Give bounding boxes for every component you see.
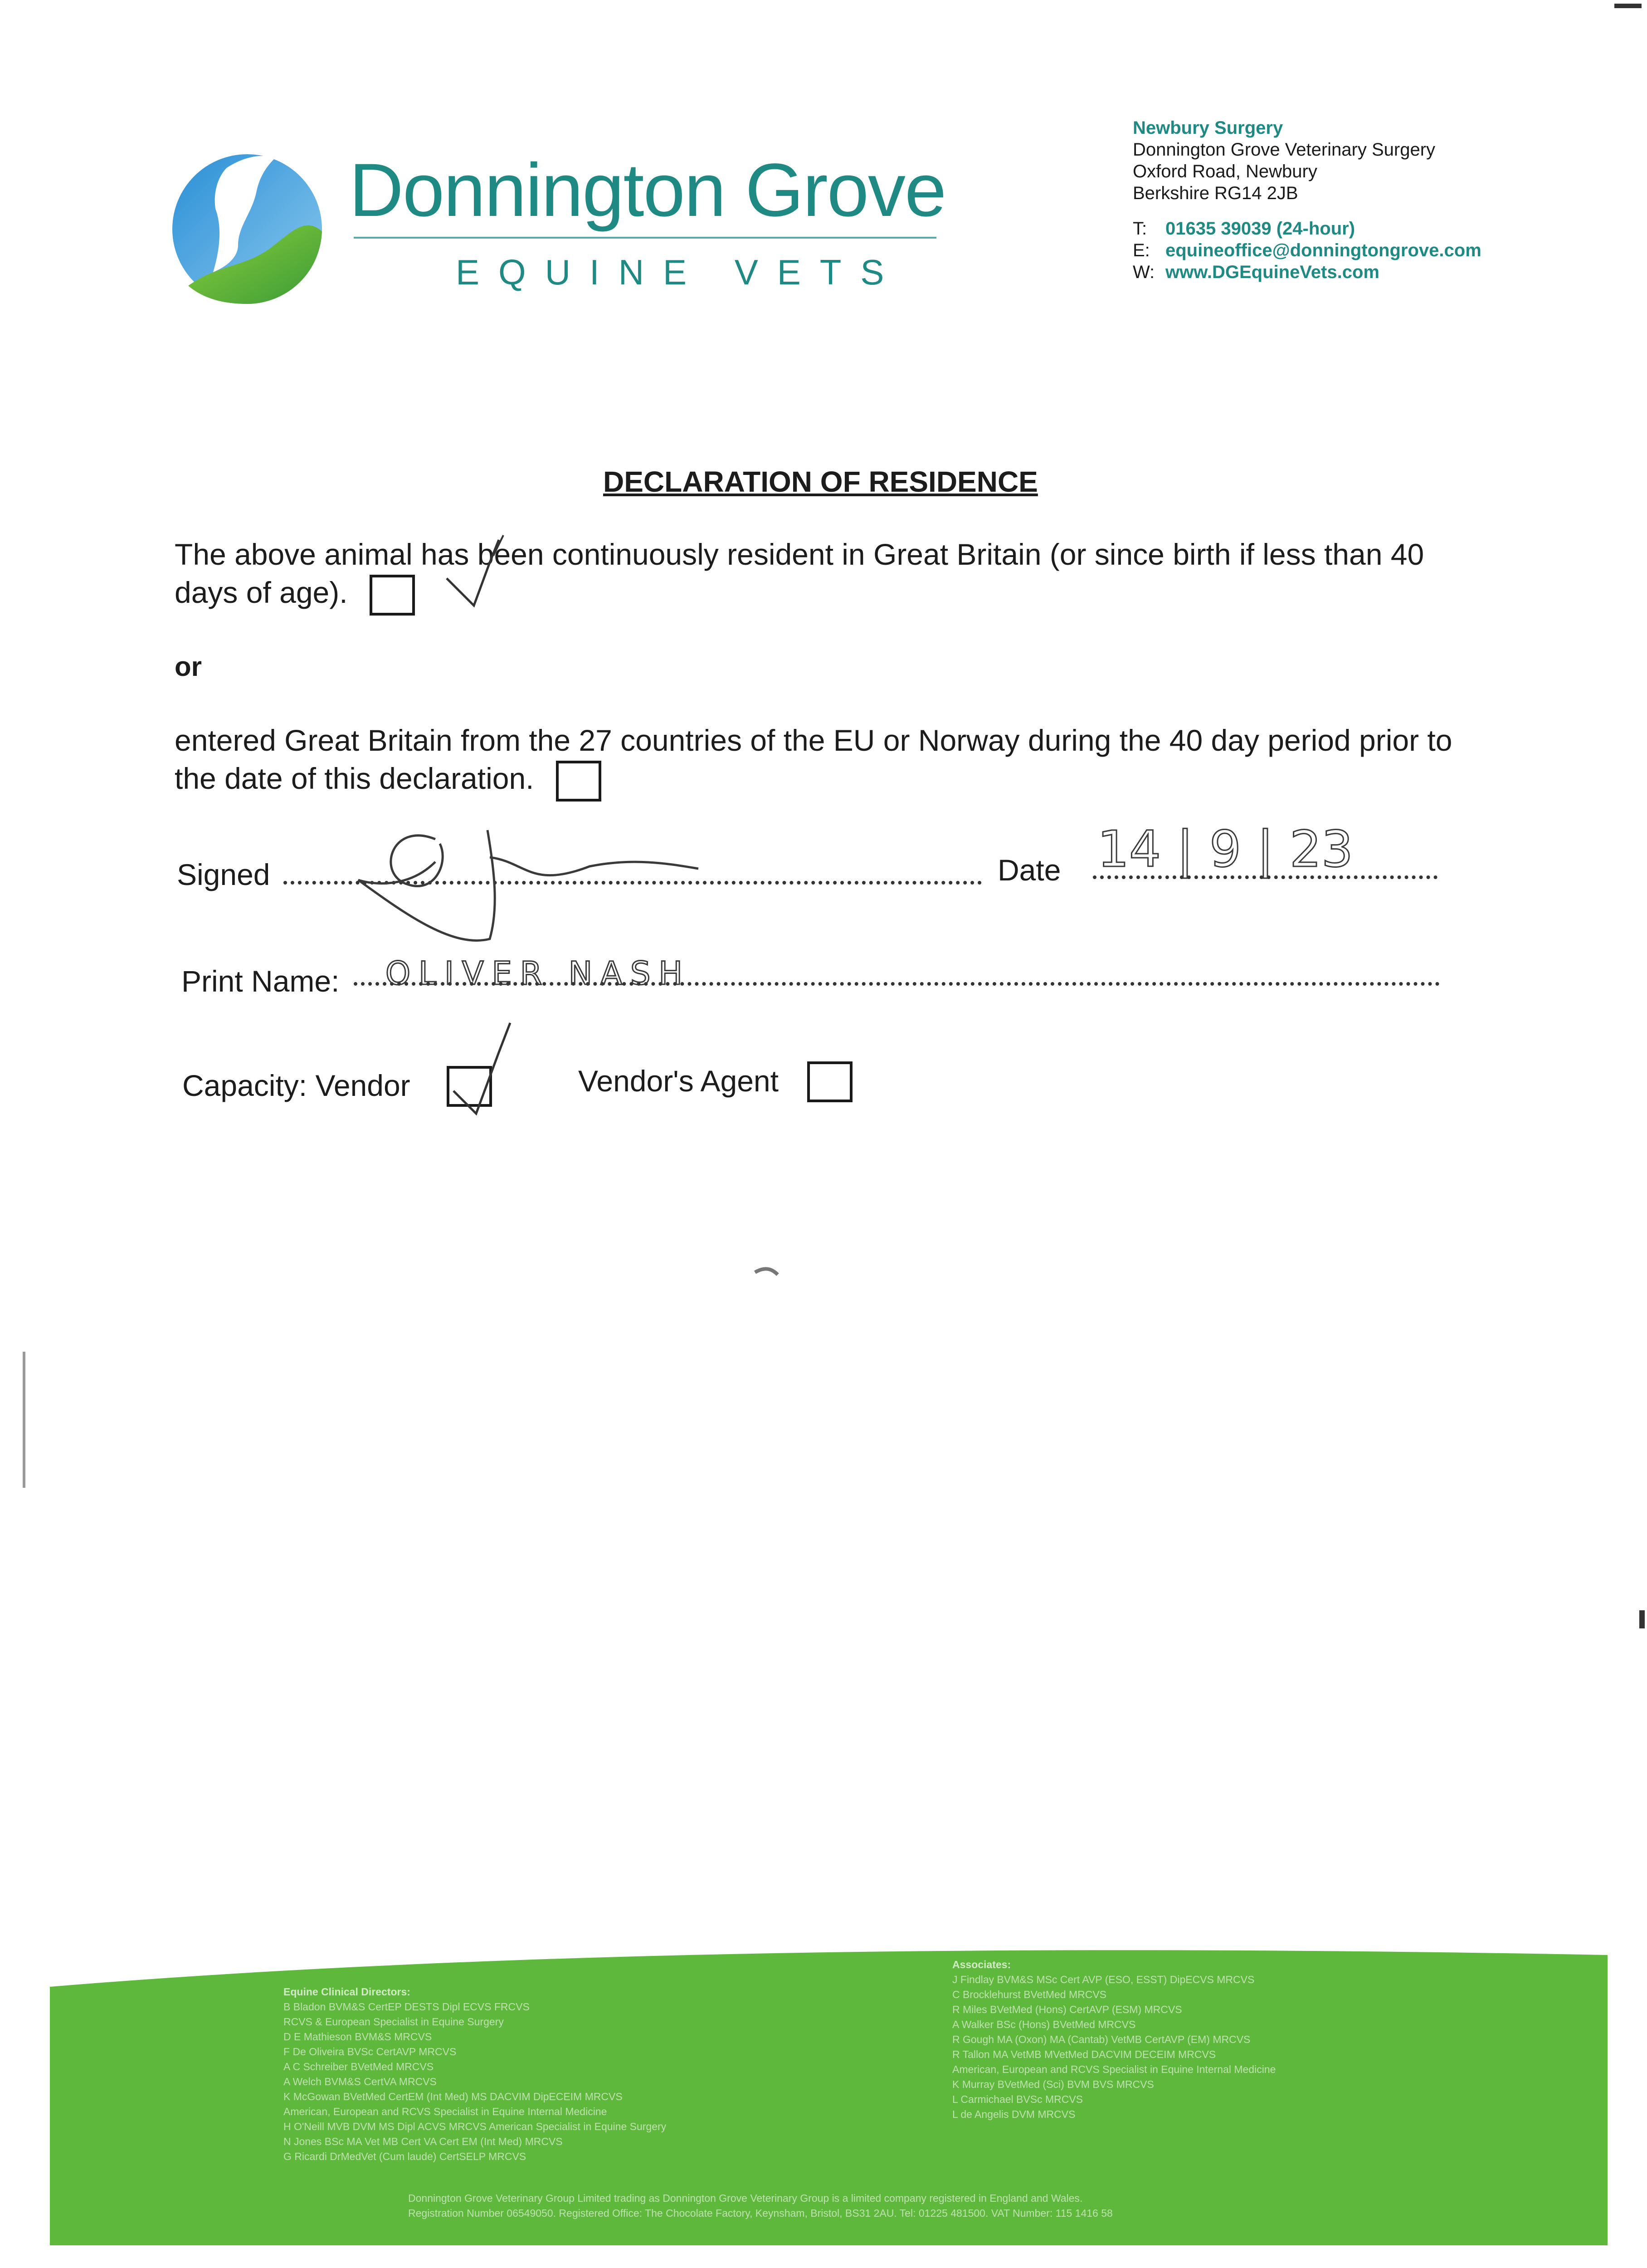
associates-heading: Associates: xyxy=(952,1959,1011,1970)
web-address: www.DGEquineVets.com xyxy=(1165,262,1379,282)
option-1-text: The above animal has been continuously resident in Great Britain (or since birth if less than 40 days of age). xyxy=(175,538,1424,609)
scan-artifact xyxy=(1614,4,1642,8)
director-entry: D E Mathieson BVM&S MRCVS xyxy=(283,2031,432,2043)
surgery-name: Newbury Surgery xyxy=(1133,118,1283,138)
address-line: Donnington Grove Veterinary Surgery xyxy=(1133,140,1436,160)
stray-mark-icon xyxy=(755,1269,778,1275)
option-2-text: entered Great Britain from the 27 countries of the EU or Norway during the 40 day period prior to the date of this declaration. xyxy=(175,723,1452,795)
associate-entry: American, European and RCVS Specialist in Equine Internal Medicine xyxy=(952,2063,1276,2075)
director-entry: American, European and RCVS Specialist in Equine Internal Medicine xyxy=(283,2106,607,2117)
associate-entry: K Murray BVetMed (Sci) BVM BVS MRCVS xyxy=(952,2078,1154,2090)
director-entry: K McGowan BVetMed CertEM (Int Med) MS DACVIM DipECEIM MRCVS xyxy=(283,2091,623,2102)
signature-icon xyxy=(358,830,698,940)
print-name-label: Print Name: xyxy=(181,964,340,998)
associate-entry: R Tallon MA VetMB MVetMed DACVIM DECEIM MRCVS xyxy=(952,2048,1216,2060)
tick-mark-icon xyxy=(453,1023,510,1114)
scan-artifact xyxy=(23,1352,25,1488)
date-label: Date xyxy=(998,853,1061,887)
associate-entry: R Gough MA (Oxon) MA (Cantab) VetMB CertAVP (EM) MRCVS xyxy=(952,2033,1251,2045)
capacity-label: Capacity: Vendor xyxy=(182,1069,410,1102)
document-title: DECLARATION OF RESIDENCE xyxy=(603,465,1038,498)
director-entry: A C Schreiber BVetMed MRCVS xyxy=(283,2061,434,2072)
signed-label: Signed xyxy=(177,858,270,891)
tick-mark-icon xyxy=(447,540,499,606)
company-line: Donnington Grove Veterinary Group Limited trading as Donnington Grove Veterinary Group is a limited company registered in England and Wales. xyxy=(408,2192,1083,2204)
email-address: equineoffice@donningtongrove.com xyxy=(1165,240,1481,260)
director-entry: N Jones BSc MA Vet MB Cert VA Cert EM (Int Med) MRCVS xyxy=(283,2136,563,2147)
phone-label: T: xyxy=(1133,219,1147,239)
date-value: 14 | 9 | 23 xyxy=(1097,820,1353,878)
directors-heading: Equine Clinical Directors: xyxy=(283,1986,410,1998)
director-entry: G Ricardi DrMedVet (Cum laude) CertSELP MRCVS xyxy=(283,2151,526,2162)
associates-list xyxy=(952,1957,1276,2122)
director-entry: F De Oliveira BVSc CertAVP MRCVS xyxy=(283,2046,457,2058)
phone-number: 01635 39039 (24-hour) xyxy=(1165,219,1355,239)
director-entry: H O'Neill MVB DVM MS Dipl ACVS MRCVS American Specialist in Equine Surgery xyxy=(283,2121,667,2132)
directors-list xyxy=(283,1984,666,2164)
associate-entry: L de Angelis DVM MRCVS xyxy=(952,2108,1076,2120)
company-line: Registration Number 06549050. Registered Office: The Chocolate Factory, Keynsham, Bristol, BS31 2AU. Tel: 01225 481500. VAT Number: 115 1416 58 xyxy=(408,2207,1113,2219)
brand-subtitle: EQUINE VETS xyxy=(456,252,903,292)
address-line: Oxford Road, Newbury xyxy=(1133,161,1317,181)
vendors-agent-label: Vendor's Agent xyxy=(578,1064,779,1098)
brand-name: Donnington Grove xyxy=(349,148,946,232)
company-info xyxy=(408,2191,1113,2221)
associate-entry: A Walker BSc (Hons) BVetMed MRCVS xyxy=(952,2019,1136,2030)
associate-entry: J Findlay BVM&S MSc Cert AVP (ESO, ESST) DipECVS MRCVS xyxy=(952,1974,1255,1985)
scan-artifact xyxy=(1639,1610,1645,1628)
associate-entry: L Carmichael BVSc MRCVS xyxy=(952,2093,1083,2105)
print-name-value: OLIVER NASH xyxy=(385,955,691,992)
associate-entry: C Brocklehurst BVetMed MRCVS xyxy=(952,1989,1107,2000)
web-label: W: xyxy=(1133,262,1155,282)
or-separator: or xyxy=(175,651,202,682)
associate-entry: R Miles BVetMed (Hons) CertAVP (ESM) MRCVS xyxy=(952,2004,1182,2015)
director-entry: B Bladon BVM&S CertEP DESTS Dipl ECVS FRCVS xyxy=(283,2001,530,2013)
address-line: Berkshire RG14 2JB xyxy=(1133,183,1298,203)
director-entry: RCVS & European Specialist in Equine Surgery xyxy=(283,2016,504,2028)
caret-mark-icon xyxy=(493,535,503,556)
email-label: E: xyxy=(1133,240,1150,260)
director-entry: A Welch BVM&S CertVA MRCVS xyxy=(283,2076,437,2087)
